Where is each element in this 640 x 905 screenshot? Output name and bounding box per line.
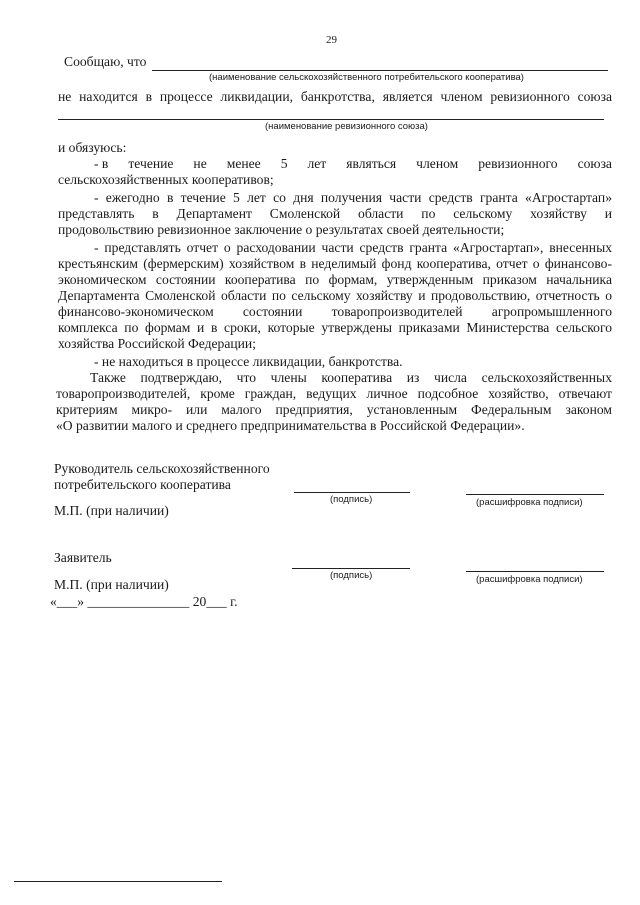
word: союза [577,156,612,171]
obligation-item-1-line2: сельскохозяйственных кооперативов; [58,172,274,187]
word: - в [94,156,109,171]
applicant-signature-line [292,568,410,569]
obligation-item-3-line4: Департамента Смоленской области по сельскому хозяйству и продовольствию, отчетность о [58,288,612,303]
union-name-line [58,119,604,120]
status-line: не находится в процессе ликвидации, банкротства, является членом ревизионного союза [58,89,612,104]
word: состоянии [242,304,303,319]
applicant-decoding-line [466,571,604,572]
word: не [193,156,207,171]
obligation-item-3-line2: крестьянским (фермерским) хозяйством в неделимый фонд кооператива, отчет о финансово- [58,256,612,271]
head-seal-note: М.П. (при наличии) [54,503,169,518]
word: менее [226,156,261,171]
report-prefix: Сообщаю, что [64,54,147,69]
coop-name-caption: (наименование сельскохозяйственного потребительского кооператива) [209,72,524,83]
word: ревизионного [478,156,558,171]
confirm-line-4: «О развитии малого и среднего предпринимательства в Российской Федерации». [56,418,525,433]
confirm-line-3: критериям микро- или малого предприятия, установленным Федеральным законом [56,402,612,417]
word: финансово-экономическом [58,304,214,319]
head-signature-caption: (подпись) [330,494,373,505]
obligation-item-3-line5 [58,304,612,320]
head-decoding-caption: (расшифровка подписи) [476,497,583,508]
word: являться [346,156,397,171]
obligation-item-3-line3: экономическом состоянии кооператива по формам, утвержденным приказом начальника [58,272,612,287]
word: товаропроизводителей [331,304,463,319]
applicant-signature-caption: (подпись) [330,570,373,581]
obligation-item-3-line7: хозяйства Российской Федерации; [58,336,256,351]
union-name-caption: (наименование ревизионного союза) [265,121,428,132]
applicant-decoding-caption: (расшифровка подписи) [476,574,583,585]
obligation-item-2-line1: - ежегодно в течение 5 лет со дня получения части средств гранта «Агростартап» [94,190,612,205]
head-title-line2: потребительского кооператива [54,477,231,492]
obligation-item-4: - не находиться в процессе ликвидации, банкротства. [94,354,403,369]
word: агропромышленного [491,304,612,319]
head-signature-line [294,492,410,493]
word: лет [307,156,327,171]
applicant-seal-note: М.П. (при наличии) [54,577,169,592]
word: 5 [280,156,288,171]
obligation-item-2-line3: продовольствию ревизионное заключение о результатах своей деятельности; [58,222,505,237]
applicant-label: Заявитель [54,550,112,565]
coop-name-line [152,70,608,71]
head-title-line1: Руководитель сельскохозяйственного [54,461,270,476]
page-number: 29 [326,34,337,46]
obligation-item-1-line1 [94,156,612,172]
date-line: «___» _______________ 20___ г. [50,594,238,609]
confirm-line-1: Также подтверждаю, что члены кооператива из числа сельскохозяйственных [90,370,612,385]
confirm-line-2: товаропроизводителей, кроме граждан, ведущих личное подсобное хозяйство, отвечают [56,386,612,401]
obligation-item-3-line6: комплекса по формам и в сроки, которые утверждены приказами Министерства сельского [58,320,612,335]
obligation-item-2-line2: представлять в Департамент Смоленской области по сельскому хозяйству и [58,206,612,221]
word: членом [416,156,459,171]
obligation-intro: и обязуюсь: [58,140,127,155]
footnote-separator [14,881,222,882]
word: течение [128,156,174,171]
obligation-item-3-line1: - представлять отчет о расходовании части средств гранта «Агростартап», внесенных [94,240,612,255]
head-decoding-line [466,494,604,495]
